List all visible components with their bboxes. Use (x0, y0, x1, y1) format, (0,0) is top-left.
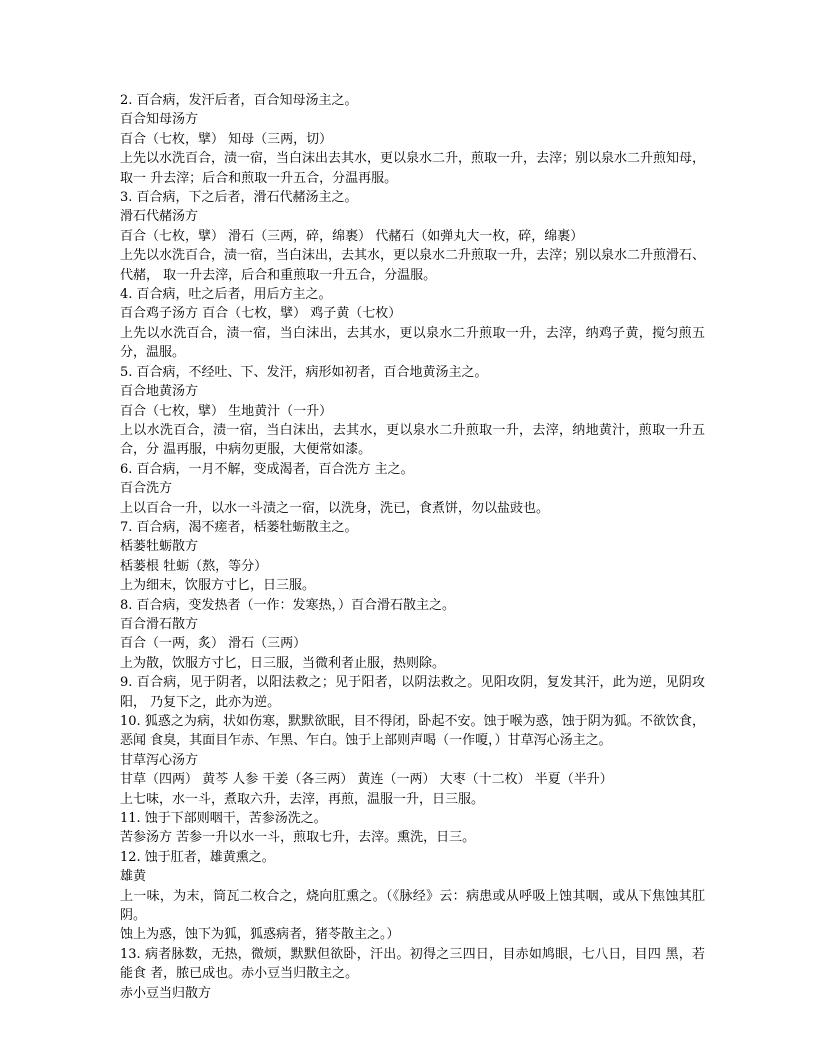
ingredients-line: 百合（一两，炙） 滑石（三两） (120, 636, 307, 652)
method-paragraph: 上为散，饮服方寸匕，日三服，当微利者止服，热则除。 (120, 655, 446, 671)
ingredients-line: 甘草（四两） 黄芩 人参 干姜（各三两） 黄连（一两） 大枣（十二枚） 半夏（半升） (120, 772, 613, 788)
method-paragraph: 上以水洗百合，渍一宿，当白沫出，去其水，更以泉水二升煎取一升，去滓，纳地黄汁，煎取一升五合，分 温再服，中病勿更服，大便常如漆。 (120, 422, 705, 458)
text-line: 11. 蚀于下部则咽干，苦参汤洗之。 (120, 811, 327, 827)
text-line: 7. 百合病，渴不瘥者，栝蒌牡蛎散主之。 (120, 519, 358, 535)
formula-title: 百合地黄汤方 (120, 384, 199, 400)
formula-title: 百合知母汤方 (120, 112, 199, 128)
ingredients-line: 苦参汤方 苦参一升以水一斗，煎取七升，去滓。熏洗，日三。 (120, 830, 476, 846)
text-line: 2. 百合病，发汗后者，百合知母汤主之。 (120, 93, 358, 108)
formula-title: 滑石代赭汤方 (120, 209, 199, 225)
formula-title: 赤小豆当归散方 (120, 985, 212, 1001)
text-line: 10. 狐惑之为病，状如伤寒，默默欲眠，目不得闭，卧起不安。蚀于喉为惑，蚀于阴为狐。不欲饮食，恶闻 食臭，其面目乍赤、乍黑、乍白。蚀于上部则声喝（一作嗄，）甘草泻心汤主之。 (120, 714, 705, 749)
formula-title: 百合滑石散方 (120, 616, 199, 632)
text-line: 5. 百合病，不经吐、下、发汗，病形如初者，百合地黄汤主之。 (120, 364, 488, 380)
ingredients-line: 百合鸡子汤方 百合（七枚，擘） 鸡子黄（七枚） (120, 306, 402, 322)
method-paragraph: 上七味，水一斗，煮取六升，去滓，再煎，温服一升，日三服。 (120, 791, 485, 807)
ingredients-line: 百合（七枚，擘） 知母（三两，切） (120, 131, 333, 147)
formula-title: 甘草泻心汤方 (120, 752, 199, 768)
text-line: 4. 百合病，吐之后者，用后方主之。 (120, 287, 332, 303)
method-paragraph: 上先以水洗百合，渍一宿，当白沫出，去其水，更以泉水二升煎取一升，去滓，纳鸡子黄，搅匀煎五分，温服。 (120, 325, 705, 361)
formula-title: 雄黄 (120, 869, 147, 885)
method-paragraph: 上先以水洗百合，渍一宿，当白沫出去其水，更以泉水二升，煎取一升，去滓；别以泉水二升煎知母，取一 升去滓；后合和煎取一升五合，分温再服。 (120, 151, 706, 186)
text-line: 6. 百合病，一月不解，变成渴者，百合洗方 主之。 (120, 461, 414, 477)
text-line: 3. 百合病，下之后者，滑石代赭汤主之。 (120, 190, 358, 206)
document-body (120, 91, 705, 1003)
formula-title: 栝蒌牡蛎散方 (120, 539, 199, 555)
text-line: 13. 病者脉数，无热，微烦，默默但欲卧，汗出。初得之三四日，目赤如鸠眼，七八日，目四 黑，若能食 者，脓已成也。赤小豆当归散主之。 (120, 946, 705, 982)
ingredients-line: 百合（七枚，擘） 滑石（三两，碎，绵裹） 代赭石（如弹丸大一枚，碎，绵裹） (120, 228, 584, 244)
method-paragraph: 上以百合一升，以水一斗渍之一宿，以洗身，洗已，食煮饼，勿以盐豉也。 (120, 500, 550, 516)
text-line: 12. 蚀于肛者，雄黄熏之。 (120, 849, 275, 865)
method-paragraph: 上一味，为末，筒瓦二枚合之，烧向肛熏之。（《脉经》云：病患或从呼吸上蚀其咽，或从下焦蚀其肛阴。 (120, 888, 705, 924)
ingredients-line: 栝蒌根 牡蛎（熬，等分） (120, 558, 268, 574)
text-line: 蚀上为惑，蚀下为狐，狐惑病者，猪苓散主之。） (120, 927, 400, 943)
method-paragraph: 上先以水洗百合，渍一宿，当白沫出，去其水，更以泉水二升煎取一升，去滓；别以泉水二升煎滑石、代赭， 取一升去滓，后合和重煎取一升五合，分温服。 (120, 248, 706, 283)
formula-title: 百合洗方 (120, 481, 173, 497)
text-line: 9. 百合病，见于阴者，以阳法救之；见于阳者，以阴法救之。见阳攻阴，复发其汗，此为逆，见阴攻阳， 乃复下之，此亦为逆。 (120, 675, 705, 710)
ingredients-line: 百合（七枚，擘） 生地黄汁（一升） (120, 403, 333, 419)
text-line: 8. 百合病，变发热者（一作：发寒热，）百合滑石散主之。 (120, 597, 456, 613)
method-paragraph: 上为细末，饮服方寸匕，日三服。 (120, 578, 316, 594)
